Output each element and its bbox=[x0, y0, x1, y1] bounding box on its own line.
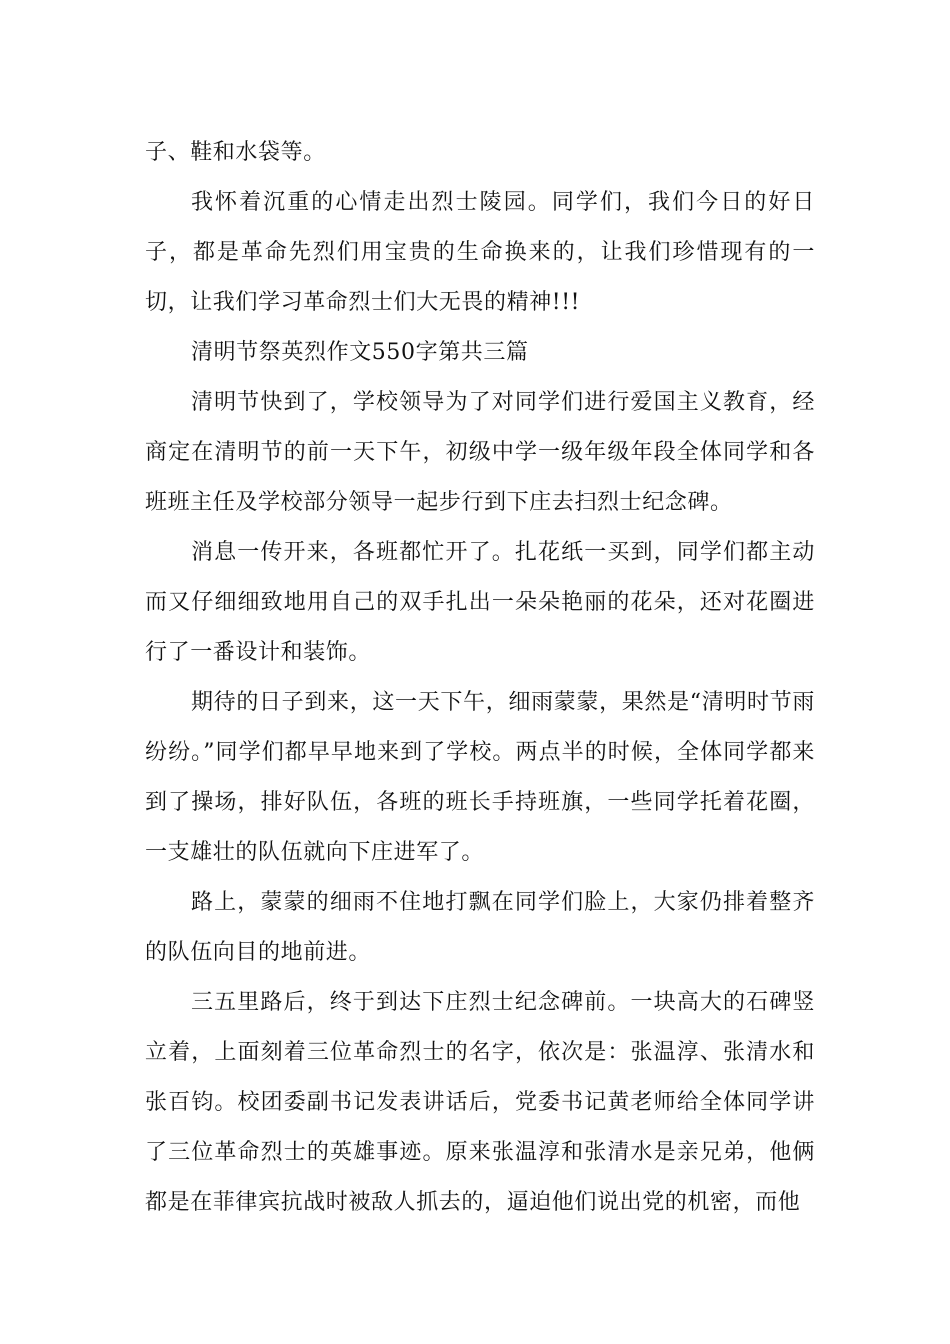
document-body bbox=[145, 128, 815, 1228]
paragraph: 期待的日子到来，这一天下午，细雨蒙蒙，果然是“清明时节雨纷纷。”同学们都早早地来到了学校。两点半的时候，全体同学都来到了操场，排好队伍，各班的班长手持班旗，一些同学托着花圈，一支雄壮的队伍就向下庄进军了。 bbox=[145, 690, 815, 865]
paragraph: 我怀着沉重的心情走出烈士陵园。同学们，我们今日的好日子，都是革命先烈们用宝贵的生命换来的，让我们珍惜现有的一切，让我们学习革命烈士们大无畏的精神!!! bbox=[145, 190, 815, 315]
paragraph-continuation: 子、鞋和水袋等。 bbox=[145, 140, 326, 165]
section-heading: 清明节祭英烈作文550字第共三篇 bbox=[191, 340, 529, 365]
paragraph: 消息一传开来，各班都忙开了。扎花纸一买到，同学们都主动而又仔细细致地用自己的双手扎出一朵朵艳丽的花朵，还对花圈进行了一番设计和装饰。 bbox=[145, 540, 815, 665]
paragraph: 清明节快到了，学校领导为了对同学们进行爱国主义教育，经商定在清明节的前一天下午，初级中学一级年级年段全体同学和各班班主任及学校部分领导一起步行到下庄去扫烈士纪念碑。 bbox=[145, 390, 815, 515]
paragraph: 路上，蒙蒙的细雨不住地打飘在同学们脸上，大家仍排着整齐的队伍向目的地前进。 bbox=[145, 890, 815, 965]
paragraph: 三五里路后，终于到达下庄烈士纪念碑前。一块高大的石碑竖立着，上面刻着三位革命烈士的名字，依次是：张温淳、张清水和张百钧。校团委副书记发表讲话后，党委书记黄老师给全体同学讲了三位革命烈士的英雄事迹。原来张温淳和张清水是亲兄弟，他俩都是在菲律宾抗战时被敌人抓去的，逼迫他们说出党的机密，而他 bbox=[145, 990, 815, 1215]
